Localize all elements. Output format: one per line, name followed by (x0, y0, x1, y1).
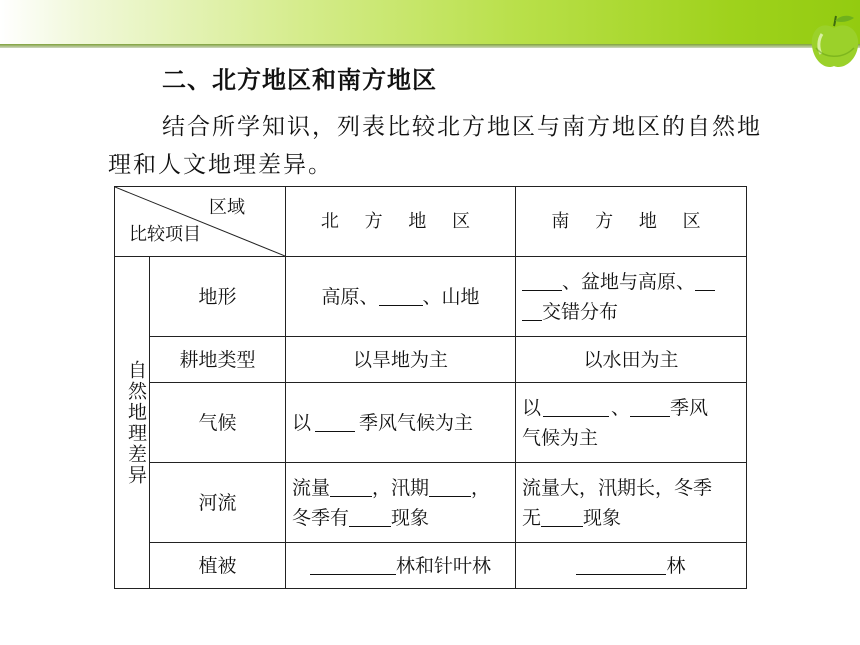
cell-text: 高原、 (321, 285, 379, 308)
cell-text: 、山地 (422, 285, 480, 308)
section-heading: 二、北方地区和南方地区 (162, 66, 437, 94)
answer-blank (541, 506, 583, 527)
table-row (115, 257, 747, 337)
apple-icon (808, 12, 860, 72)
corner-items-label: 比较项目 (129, 224, 201, 245)
cell-text: 流量 (292, 476, 331, 499)
table-row (115, 543, 747, 589)
answer-blank (429, 476, 471, 497)
cell-text: 季风 (670, 396, 709, 419)
cell-text: ，汛期 (372, 476, 430, 499)
cell-south (516, 383, 747, 463)
answer-blank (379, 285, 423, 306)
table-header-row (115, 187, 747, 257)
cell-north (286, 257, 516, 337)
cell-north (286, 383, 516, 463)
group-label: 自然地理差异 (125, 359, 147, 486)
answer-blank (330, 476, 372, 497)
answer-blank (310, 554, 396, 575)
cell-north (286, 543, 516, 589)
cell-text: 流量大，汛期长，冬季 (522, 476, 713, 499)
answer-blank (630, 396, 670, 417)
cell-text: 季风气候为主 (359, 411, 474, 434)
cell-text: 交错分布 (542, 300, 619, 323)
answer-blank (349, 506, 391, 527)
row-item: 气候 (150, 383, 286, 463)
row-item: 植被 (150, 543, 286, 589)
table-row (115, 383, 747, 463)
cell-south (516, 463, 747, 543)
cell-text: 、盆地与高原、 (562, 270, 696, 293)
cell-text: 林和针叶林 (395, 554, 491, 577)
answer-blank (315, 411, 355, 432)
cell-text: ， (471, 476, 491, 499)
answer-blank (522, 300, 542, 321)
corner-cell (115, 187, 286, 257)
header-south: 南 方 地 区 (516, 187, 747, 257)
cell-text: 气候为主 (522, 426, 599, 449)
cell-text: 现象 (583, 506, 622, 529)
cell-text: 、 (611, 396, 631, 419)
header-north: 北 方 地 区 (286, 187, 516, 257)
cell-text: 以 (522, 396, 542, 419)
top-banner-shadow (0, 44, 860, 48)
cell-south: 以水田为主 (516, 337, 747, 383)
answer-blank (522, 270, 562, 291)
cell-north: 以旱地为主 (286, 337, 516, 383)
row-item: 耕地类型 (150, 337, 286, 383)
table-row (115, 337, 747, 383)
cell-text: 现象 (391, 506, 430, 529)
cell-text: 林 (666, 554, 686, 577)
answer-blank (543, 396, 609, 417)
comparison-table (114, 186, 747, 589)
answer-blank (576, 554, 666, 575)
cell-north (286, 463, 516, 543)
row-item: 地形 (150, 257, 286, 337)
group-label-cell (115, 257, 150, 589)
intro-paragraph: 结合所学知识，列表比较北方地区与南方地区的自然地理和人文地理差异。 (108, 114, 762, 178)
top-banner (0, 0, 860, 44)
cell-south (516, 543, 747, 589)
cell-south (516, 257, 747, 337)
table-row (115, 463, 747, 543)
answer-blank (695, 270, 715, 291)
corner-region-label: 区域 (209, 197, 245, 218)
cell-text: 以 (292, 411, 312, 434)
row-item: 河流 (150, 463, 286, 543)
cell-text: 无 (522, 506, 542, 529)
cell-text: 冬季有 (292, 506, 350, 529)
